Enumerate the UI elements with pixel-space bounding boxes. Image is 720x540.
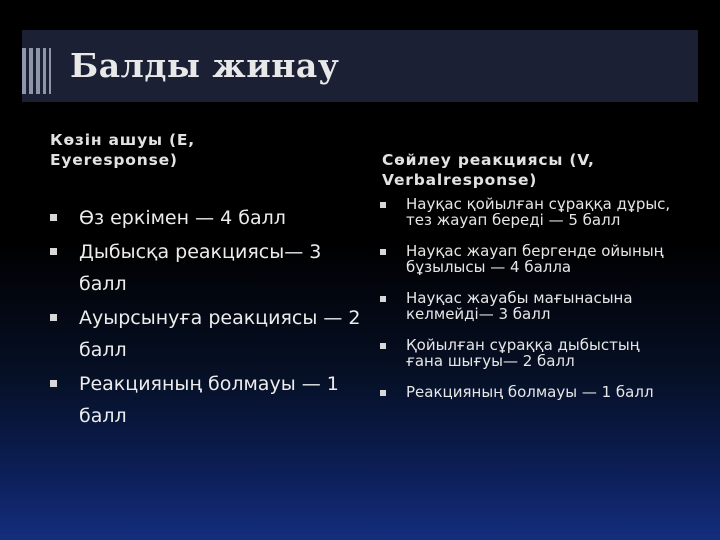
square-bullet-icon	[380, 249, 386, 255]
square-bullet-icon	[50, 214, 57, 221]
list-item-text: Реакцияның болмауы — 1 балл	[406, 383, 654, 401]
list-item-text: Науқас жауабы мағынасына келмейді— 3 балл	[406, 289, 633, 323]
list-item	[380, 384, 680, 400]
square-bullet-icon	[380, 390, 386, 396]
list-item	[380, 290, 680, 322]
square-bullet-icon	[50, 248, 57, 255]
list-item	[380, 243, 680, 275]
title-decoration-icon	[22, 48, 52, 94]
right-bullet-list	[380, 196, 680, 415]
square-bullet-icon	[50, 314, 57, 321]
list-item	[50, 368, 370, 432]
square-bullet-icon	[50, 380, 57, 387]
right-column-heading: Сөйлеу реакциясы (V, Verbalresponse)	[382, 151, 595, 189]
list-item	[380, 337, 680, 369]
list-item-text: Өз еркімен — 4 балл	[79, 207, 286, 229]
left-bullet-list	[50, 202, 370, 434]
list-item	[50, 202, 370, 234]
slide-title: Балды жинау	[70, 46, 340, 85]
list-item-text: Қойылған сұраққа дыбыстың ғана шығуы— 2 балл	[406, 336, 640, 370]
square-bullet-icon	[380, 202, 386, 208]
list-item	[50, 236, 370, 300]
list-item-text: Науқас жауап бергенде ойының бұзылысы — 4 балла	[406, 242, 664, 276]
left-column-heading: Көзін ашуы (E, Eyeresponse)	[50, 131, 195, 169]
square-bullet-icon	[380, 296, 386, 302]
square-bullet-icon	[380, 343, 386, 349]
title-bar	[22, 30, 698, 102]
list-item	[380, 196, 680, 228]
list-item-text: Реакцияның болмауы — 1 балл	[79, 373, 339, 427]
list-item-text: Ауырсынуға реакциясы — 2 балл	[79, 307, 361, 361]
list-item	[50, 302, 370, 366]
list-item-text: Науқас қойылған сұраққа дұрыс, тез жауап береді — 5 балл	[406, 195, 671, 229]
list-item-text: Дыбысқа реакциясы— 3 балл	[79, 241, 322, 295]
